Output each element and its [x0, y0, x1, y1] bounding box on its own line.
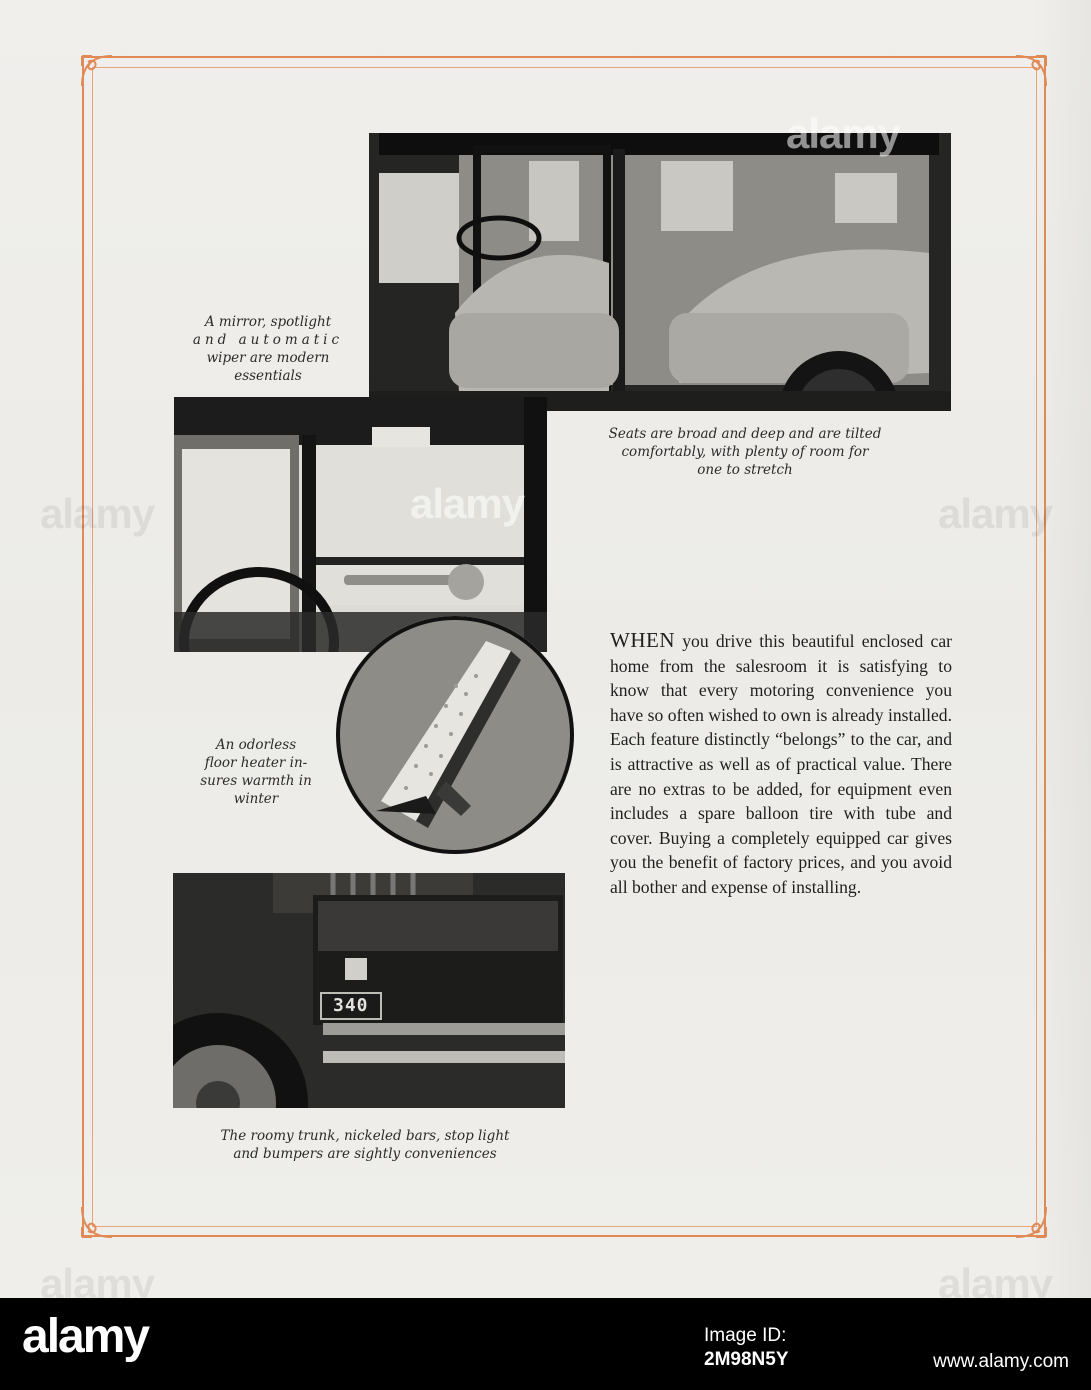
watermark: alamy	[410, 480, 525, 527]
footer-url: www.alamy.com	[933, 1351, 1069, 1372]
watermark: alamy	[40, 490, 155, 537]
image-id	[704, 1324, 789, 1372]
license-plate: 340	[333, 995, 369, 1016]
watermark: alamy	[786, 110, 901, 157]
watermark: alamy	[938, 1260, 1053, 1307]
corner-ornament-icon	[78, 1203, 116, 1241]
image-id-label: Image ID:	[704, 1325, 787, 1346]
image-id-value: 2M98N5Y	[704, 1349, 789, 1370]
windshield-photo	[174, 397, 547, 652]
caption-seats: Seats are broad and deep and are tilted comfortably, with plenty of room for one to stretch	[608, 426, 882, 478]
corner-ornament-icon	[1012, 1203, 1050, 1241]
trunk-photo	[173, 873, 565, 1108]
car-interior-photo	[369, 133, 951, 411]
body-paragraph	[610, 628, 952, 900]
caption-mirror: A mirror, spotlight and automatic wiper are modern essentials	[192, 314, 344, 384]
floor-heater-photo	[336, 616, 574, 854]
watermark: alamy	[40, 1260, 155, 1307]
corner-ornament-icon	[1012, 52, 1050, 90]
drop-cap: WHEN	[610, 628, 675, 652]
caption-heater: An odorless floor heater in- sures warmth in winter	[200, 737, 312, 807]
corner-ornament-icon	[78, 52, 116, 90]
body-text: you drive this beautiful enclosed car home from the salesroom it is satisfying to know that every motoring convenience you have so often wished to own is already installed. Each feature distinctly “belongs” to the car, and is attractive as well as of practical value. There are no extras to be added, for equipment even includes a spare balloon tire with tube and cover. Buying a completely equipped car gives you the benefit of factory prices, and you avoid all bother and expense of installing.	[610, 631, 952, 897]
alamy-logo: alamy	[22, 1310, 149, 1363]
watermark: alamy	[938, 490, 1053, 537]
caption-trunk: The roomy trunk, nickeled bars, stop light and bumpers are sightly conveniences	[220, 1128, 510, 1162]
footer-bar	[0, 1298, 1091, 1390]
